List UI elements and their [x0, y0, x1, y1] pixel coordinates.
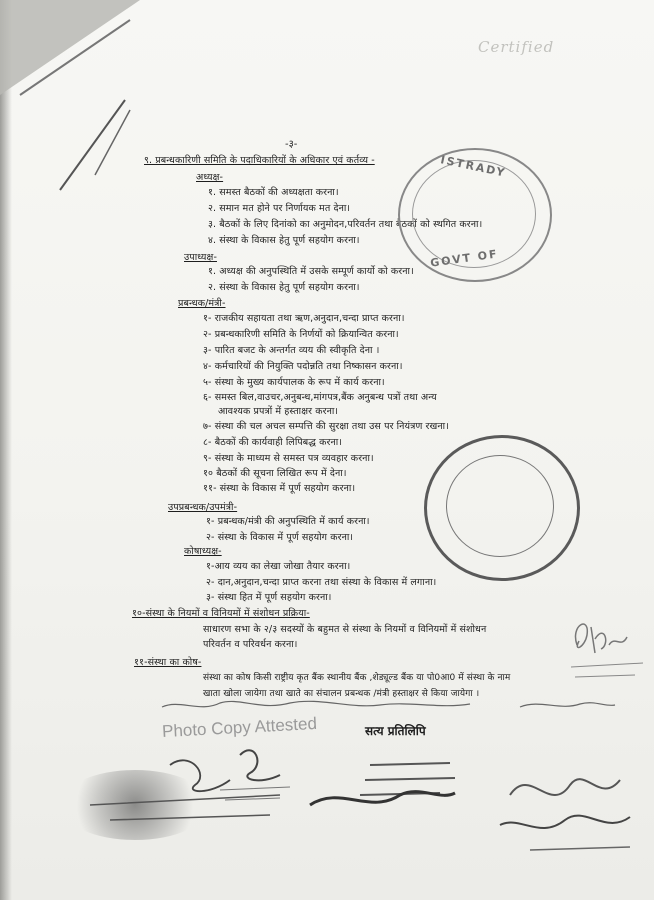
list-item: ६- समस्त बिल,वाउचर,अनुबन्ध,मांगपत्र,बैंक अनुबन्ध पत्रों तथा अन्य [203, 392, 437, 403]
list-item: २- संस्था के विकास में पूर्ण सहयोग करना। [206, 532, 354, 543]
paragraph-line: संस्था का कोष किसी राष्ट्रीय कृत बैंक स्थानीय बैंक ,शेड्यूल्ड बैंक या पो0आ0 में संस्था के नाम [203, 673, 511, 683]
margin-signature [565, 605, 650, 685]
list-item: १. अध्यक्ष की अनुपस्थिति में उसके सम्पूर्ण कार्यो को करना। [208, 266, 414, 277]
list-item: ५- संस्था के मुख्य कार्यपालक के रूप में कार्य करना। [203, 377, 385, 388]
list-item: ४- कर्मचारियों की नियुक्ति पदोन्नति तथा निष्कासन करना। [203, 361, 403, 372]
seal-text-top: ISTRADY [439, 153, 508, 180]
section-10-title: १०-संस्था के नियमों व विनियमों में संशोधन प्रक्रिया- [132, 608, 310, 619]
section-9-title: ९. प्रबन्धकारिणी समिति के पदाधिकारियों के अधिकार एवं कर्तव्य - [144, 155, 375, 166]
list-item: ९- संस्था के माध्यम से समस्त पत्र व्यवहार करना। [203, 453, 374, 464]
seal-text-bottom: GOVT OF [429, 247, 500, 270]
heading-deputy-manager: उपप्रबन्धक/उपमंत्री- [168, 502, 238, 513]
lower-left-stamp-marks [80, 745, 310, 835]
list-item: २. समान मत होने पर निर्णायक मत देना। [208, 203, 351, 214]
right-bottom-signature [490, 755, 640, 865]
list-item: २- प्रबन्धकारिणी समिति के निर्णयों को क्रियान्वित करना। [203, 329, 399, 340]
paragraph-line: खाता खोला जायेगा तथा खाते का संचालन प्रबन्धक /मंत्री हस्ताक्षर से किया जायेगा । [203, 689, 480, 699]
heading-vice-president: उपाध्यक्ष- [184, 252, 217, 263]
handwritten-attestation-line [160, 695, 620, 720]
list-item: ४. संस्था के विकास हेतु पूर्ण सहयोग करना। [208, 235, 360, 246]
list-item: ३- संस्था हित में पूर्ण सहयोग करना। [206, 592, 332, 603]
list-item: ७- संस्था की चल अचल सम्पत्ति की सुरक्षा तथा उस पर नियंत्रण रखना। [203, 421, 449, 432]
corner-scan-marks [0, 0, 160, 200]
heading-president: अध्यक्ष- [196, 172, 224, 183]
paragraph-line: परिवर्तन व परिवर्धन करना। [203, 639, 298, 650]
page-number: -३- [285, 139, 298, 150]
list-item: १० बैठकों की सूचना लिखित रूप में देना। [203, 468, 347, 479]
list-item: २. संस्था के विकास हेतु पूर्ण सहयोग करना। [208, 282, 360, 293]
list-item: ८- बैठकों की कार्यवाही लिपिबद्ध करना। [203, 437, 343, 448]
true-copy-label: सत्य प्रतिलिपि [365, 724, 426, 738]
list-item: २- दान,अनुदान,चन्दा प्राप्त करना तथा संस्था के विकास में लगाना। [206, 577, 437, 588]
section-11-title: ११-संस्था का कोष- [134, 657, 202, 668]
list-item: १- प्रबन्धक/मंत्री की अनुपस्थिति में कार्य करना। [206, 516, 370, 527]
list-item: ११- संस्था के विकास में पूर्ण सहयोग करना। [203, 483, 356, 494]
heading-manager: प्रबन्धक/मंत्री- [178, 298, 226, 309]
paragraph-line: साधारण सभा के २/३ सदस्यों के बहुमत से संस्था के नियमों व विनियमों में संशोधन [203, 624, 487, 635]
list-item: १-आय व्यय का लेखा जोखा तैयार करना। [206, 561, 351, 572]
photo-copy-attested-stamp: Photo Copy Attested [161, 713, 318, 742]
list-item: १- राजकीय सहायता तथा ऋण,अनुदान,चन्दा प्राप्त करना। [203, 313, 405, 324]
list-item: ३- पारित बजट के अन्तर्गत व्यय की स्वीकृति देना । [203, 345, 380, 356]
office-seal-inner-ring [446, 455, 554, 557]
list-item: १. समस्त बैठकों की अध्यक्षता करना। [208, 187, 339, 198]
certified-watermark: Certified [478, 38, 555, 56]
list-item: ३. बैठकों के लिए दिनांको का अनुमोदन,परिवर्तन तथा बैठकों को स्थगित करना। [208, 219, 483, 230]
list-item: आवश्यक प्रपत्रों में हस्ताक्षर करना। [218, 406, 339, 417]
heading-treasurer: कोषाध्यक्ष- [184, 546, 222, 557]
